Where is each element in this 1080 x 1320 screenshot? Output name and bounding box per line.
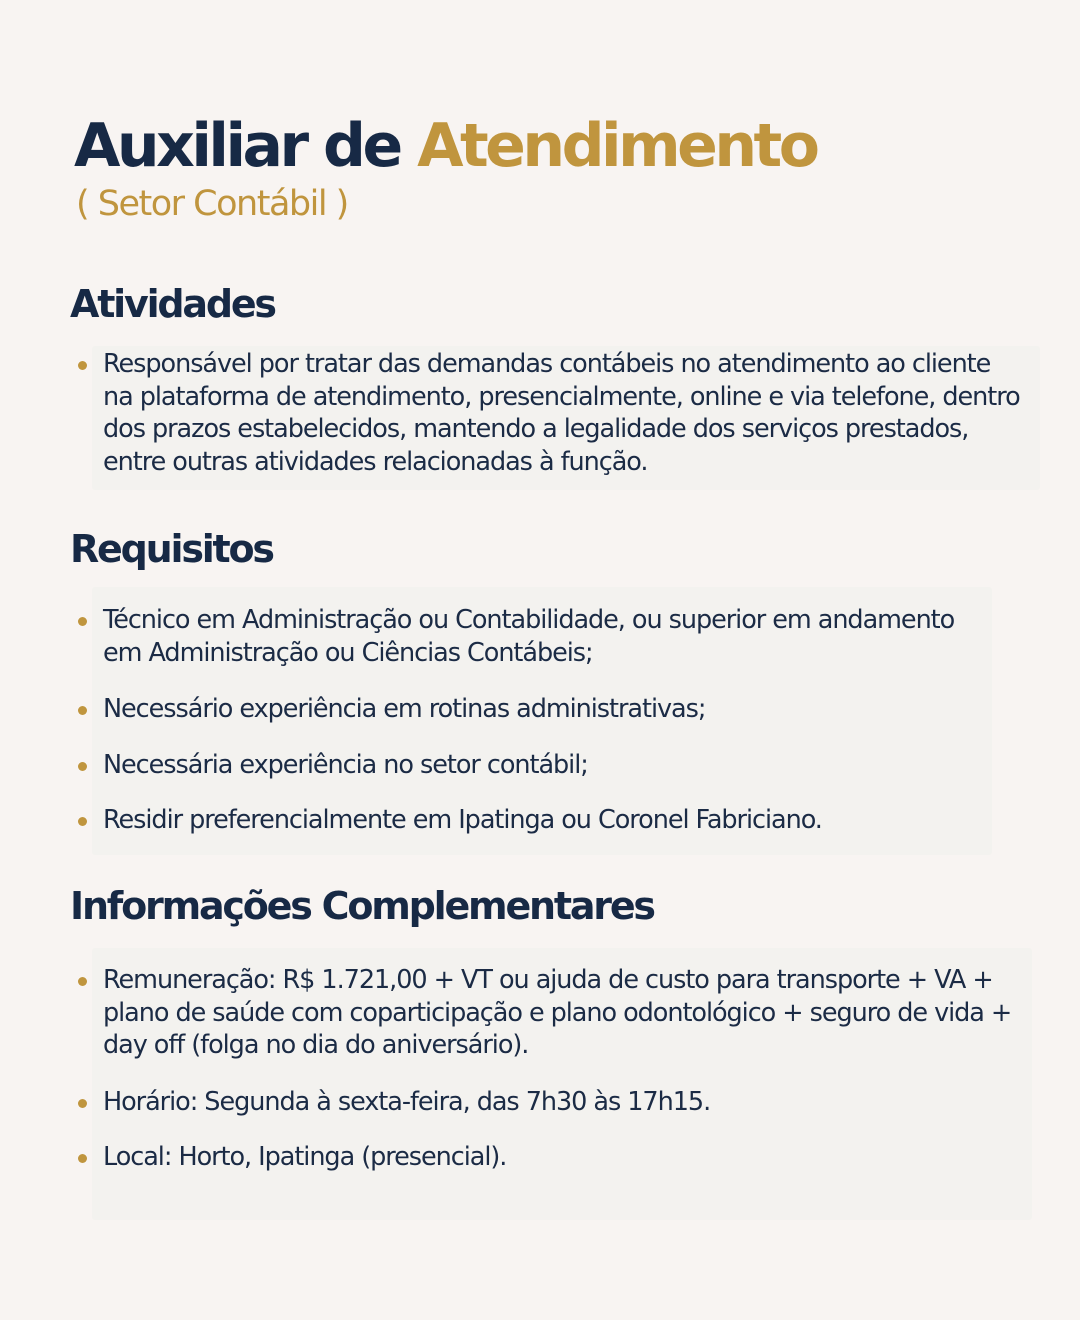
bullet-icon [78,617,87,626]
list-item [76,693,976,726]
section-title-atividades: Atividades [70,282,275,326]
list-item-text: Necessário experiência em rotinas administrativas; [103,694,706,724]
page-title [74,110,816,182]
bullet-icon [78,1154,87,1163]
list-item-text: Necessária experiência no setor contábil; [103,749,588,780]
section-title-requisitos: Requisitos [70,527,273,571]
list-item-text: Técnico em Administração ou Contabilidade, ou superior em andamento em Administração ou Ciências Contábeis; [103,605,955,668]
list-item [76,804,976,837]
bullet-icon [78,361,87,370]
title-highlight: Atendimento [417,111,817,181]
bullet-icon [78,1099,87,1108]
list-item [76,749,976,782]
list-item-text: Local: Horto, Ipatinga (presencial). [103,1142,507,1172]
title-primary: Auxiliar de [74,111,400,181]
informacoes-list [76,964,1032,1174]
bullet-icon [78,977,87,986]
bullet-icon [78,817,87,826]
atividades-list [76,348,1026,478]
list-item [76,604,976,669]
list-item [76,1141,1032,1174]
list-item [76,1086,1032,1119]
list-item-text: Responsável por tratar das demandas contábeis no atendimento ao cliente na plataforma de atendimento, presencialmente, online e via telefone, dentro dos prazos estabelecidos, mantendo a legalidade dos serviços prestados, entre outras atividades relacionadas à função. [103,349,1020,477]
list-item [76,348,1026,478]
list-item-text: Horário: Segunda à sexta-feira, das 7h30 às 17h15. [103,1086,711,1117]
list-item-text: Remuneração: R$ 1.721,00 + VT ou ajuda de custo para transporte + VA + plano de saúde com coparticipação e plano odontológico + seguro de vida + day off (folga no dia do aniversário). [103,965,1012,1060]
bullet-icon [78,762,87,771]
page-subtitle: ( Setor Contábil ) [76,184,348,224]
bullet-icon [78,706,87,715]
section-title-informacoes: Informações Complementares [70,884,654,928]
list-item [76,964,1032,1062]
list-item-text: Residir preferencialmente em Ipatinga ou Coronel Fabriciano. [103,805,822,835]
requisitos-list [76,604,976,837]
